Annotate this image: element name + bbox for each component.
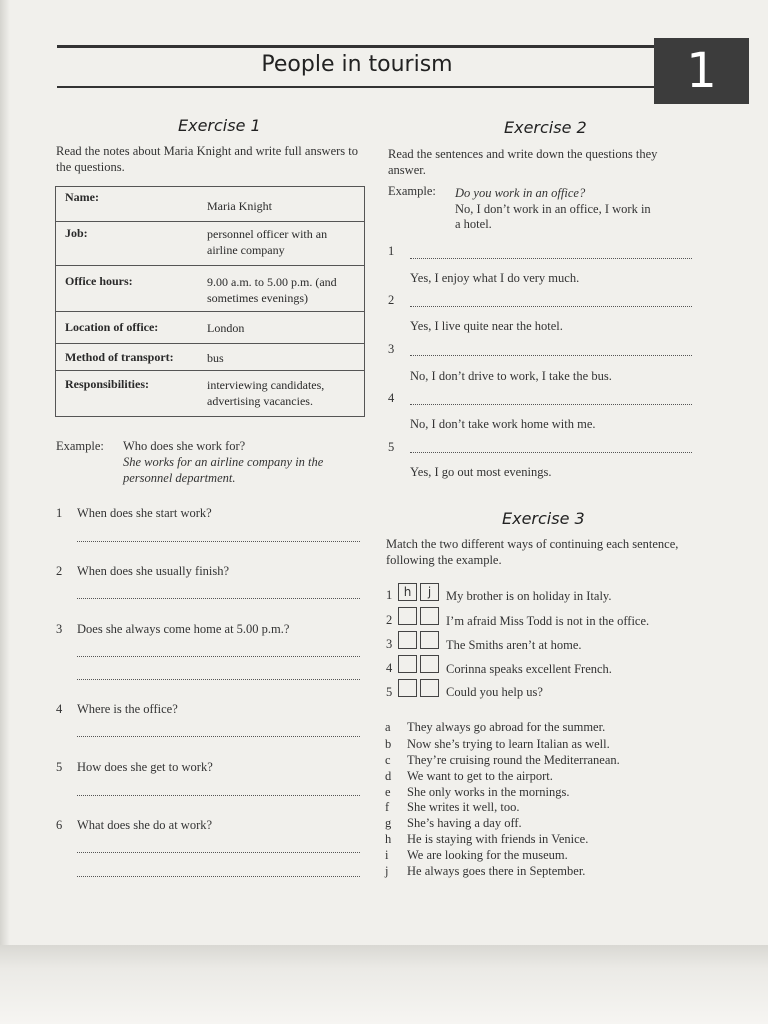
table-key: Name: [56,187,204,222]
question-number: 6 [56,818,63,832]
answer-box[interactable] [420,631,439,649]
ending-letter: i [385,848,389,862]
sentence-text: The Smiths aren’t at home. [446,638,582,652]
question-number: 5 [56,760,63,774]
answer-line[interactable] [77,679,360,680]
exercise3-instructions: Match the two different ways of continuing each sentence, following the example. [386,537,679,567]
answer-box[interactable] [398,679,417,697]
page-title: People in tourism [261,52,453,77]
item-number: 2 [388,293,395,307]
ending-text: We want to get to the airport. [407,769,553,783]
exercise1-example-label: Example: [56,439,104,453]
table-key: Office hours: [56,266,204,312]
question-text: How does she get to work? [77,760,213,774]
ending-text: She’s having a day off. [407,816,522,830]
sentence-text: Corinna speaks excellent French. [446,662,612,676]
exercise2-example-question: Do you work in an office? [455,186,586,200]
exercise2-example-answer: No, I don’t work in an office, I work in [455,202,651,216]
answer-box[interactable] [398,631,417,649]
exercise2-title: Exercise 2 [504,118,587,137]
question-text: What does she do at work? [77,818,213,832]
ending-letter: g [385,816,392,830]
sentence-number: 3 [386,637,393,651]
sentence-number: 1 [386,588,393,602]
exercise2-example-label: Example: [388,184,436,198]
item-answer: No, I don’t drive to work, I take the bus. [410,369,612,383]
page-edge-shadow [0,0,10,1024]
question-line[interactable] [410,404,692,405]
exercise1-example-answer: She works for an airline company in the [123,455,324,469]
question-number: 2 [56,564,63,578]
exercise2-example-answer-cont: a hotel. [455,217,492,231]
table-row [56,344,365,371]
ending-letter: a [385,720,391,734]
table-key: Job: [56,222,204,266]
ending-letter: h [385,832,392,846]
question-number: 4 [56,702,63,716]
ending-letter: e [385,785,391,799]
table-value: London [203,312,365,344]
sentence-number: 2 [386,613,393,627]
answer-line[interactable] [77,852,360,853]
table-key: Responsibilities: [56,371,204,417]
ending-text: He is staying with friends in Venice. [407,832,589,846]
item-answer: Yes, I enjoy what I do very much. [410,271,580,285]
item-number: 4 [388,391,395,405]
answer-box[interactable] [420,655,439,673]
answer-line[interactable] [77,795,360,796]
item-answer: Yes, I live quite near the hotel. [410,319,563,333]
question-text: When does she usually finish? [77,564,230,578]
ending-text: We are looking for the museum. [407,848,568,862]
ending-text: They always go abroad for the summer. [407,720,606,734]
table-row [56,371,365,417]
answer-line[interactable] [77,541,360,542]
ending-letter: c [385,753,391,767]
table-row [56,312,365,344]
question-line[interactable] [410,452,692,453]
ending-letter: b [385,737,392,751]
unit-number-badge: 1 [654,38,749,104]
ending-text: They’re cruising round the Mediterranean. [407,753,620,767]
table-value: interviewing candidates, advertising vacancies. [203,371,365,417]
question-line[interactable] [410,306,692,307]
table-value: bus [203,344,365,371]
item-number: 3 [388,342,395,356]
ending-letter: f [385,800,390,814]
exercise1-title: Exercise 1 [178,116,261,135]
question-text: Does she always come home at 5.00 p.m.? [77,622,290,636]
answer-line[interactable] [77,598,360,599]
ending-text: She writes it well, too. [407,800,520,814]
table-key: Method of transport: [56,344,204,371]
table-row [56,187,365,222]
question-text: When does she start work? [77,506,212,520]
profile-table [55,186,365,417]
answer-line[interactable] [77,656,360,657]
ending-text: She only works in the mornings. [407,785,570,799]
sentence-number: 4 [386,661,393,675]
table-key: Location of office: [56,312,204,344]
ending-text: He always goes there in September. [407,864,586,878]
header-rule-top [57,45,657,48]
ending-letter: j [385,864,389,878]
question-text: Where is the office? [77,702,178,716]
question-number: 3 [56,622,63,636]
answer-box[interactable] [420,679,439,697]
item-answer: Yes, I go out most evenings. [410,465,552,479]
question-line[interactable] [410,258,692,259]
table-row [56,222,365,266]
sentence-text: I’m afraid Miss Todd is not in the office. [446,614,650,628]
sentence-text: Could you help us? [446,685,543,699]
table-value: personnel officer with an airline company [203,222,365,266]
item-number: 5 [388,440,395,454]
exercise1-example-question: Who does she work for? [123,439,246,453]
question-number: 1 [56,506,63,520]
sentence-number: 5 [386,685,393,699]
table-value: 9.00 a.m. to 5.00 p.m. (and sometimes evenings) [203,266,365,312]
exercise1-example-answer-cont: personnel department. [123,471,236,485]
table-row [56,266,365,312]
exercise1-instructions: Read the notes about Maria Knight and write full answers to the questions. [56,144,359,174]
answer-line[interactable] [77,736,360,737]
sentence-text: My brother is on holiday in Italy. [446,589,612,603]
exercise2-instructions: Read the sentences and write down the questions they answer. [388,147,658,177]
question-line[interactable] [410,355,692,356]
ending-letter: d [385,769,392,783]
answer-box[interactable] [420,607,439,625]
item-answer: No, I don’t take work home with me. [410,417,596,431]
item-number: 1 [388,244,395,258]
exercise3-title: Exercise 3 [502,509,585,528]
answer-line[interactable] [77,876,360,877]
table-value: Maria Knight [203,187,365,222]
answer-box[interactable]: j [420,583,439,601]
header-rule-bottom [57,86,657,88]
answer-box[interactable] [398,655,417,673]
answer-box[interactable] [398,607,417,625]
page-fold-shadow [0,945,768,1024]
answer-box[interactable]: h [398,583,417,601]
ending-text: Now she’s trying to learn Italian as well. [407,737,610,751]
